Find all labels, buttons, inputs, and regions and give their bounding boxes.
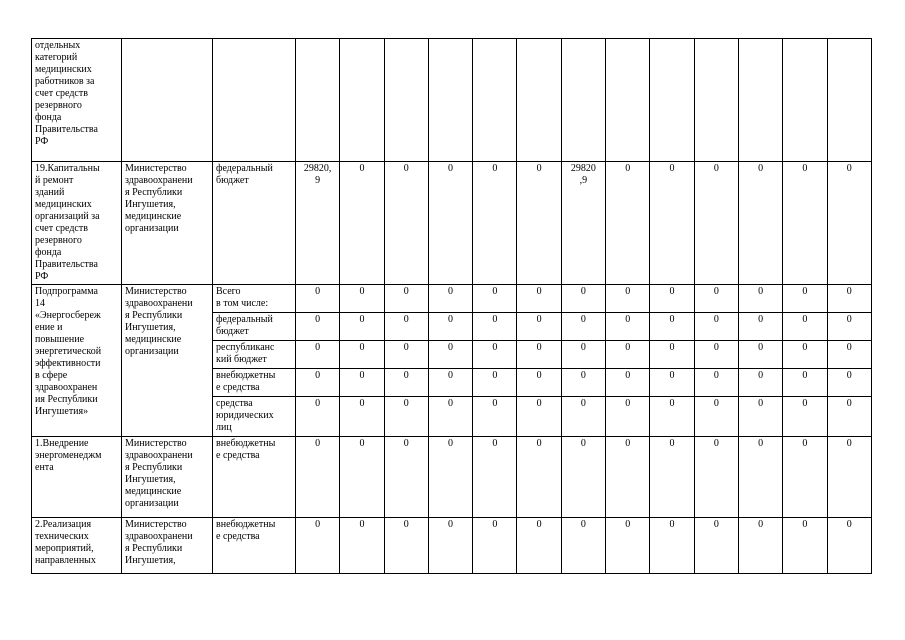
value-cell: 0 (827, 341, 871, 369)
value-cell: 0 (650, 285, 694, 313)
value-cell: 0 (606, 285, 650, 313)
executor-cell: Министерство здравоохранени я Республики Ингушетия, (122, 518, 213, 574)
value-cell: 0 (428, 518, 472, 574)
value-cell: 0 (561, 285, 605, 313)
executor-cell (122, 39, 213, 162)
value-cell: 0 (827, 313, 871, 341)
value-cell: 0 (561, 397, 605, 437)
executor-cell: Министерство здравоохранени я Республики Ингушетия, медицинские организации (122, 437, 213, 518)
value-cell: 0 (694, 437, 738, 518)
value-cell: 0 (827, 162, 871, 285)
value-cell: 0 (783, 285, 827, 313)
funding-source-cell: республиканс кий бюджет (213, 341, 296, 369)
funding-source-cell (213, 39, 296, 162)
value-cell: 0 (738, 162, 782, 285)
table-row (32, 518, 872, 574)
value-cell: 0 (340, 313, 384, 341)
value-cell: 0 (340, 341, 384, 369)
value-cell: 0 (340, 285, 384, 313)
value-cell: 0 (428, 397, 472, 437)
value-cell (738, 39, 782, 162)
value-cell: 0 (694, 369, 738, 397)
value-cell: 0 (827, 369, 871, 397)
value-cell: 0 (606, 397, 650, 437)
value-cell: 0 (606, 518, 650, 574)
value-cell: 0 (650, 397, 694, 437)
value-cell: 0 (473, 369, 517, 397)
value-cell: 0 (517, 313, 561, 341)
executor-cell: Министерство здравоохранени я Республики Ингушетия, медицинские организации (122, 162, 213, 285)
value-cell: 0 (384, 162, 428, 285)
value-cell: 0 (473, 397, 517, 437)
value-cell: 0 (561, 341, 605, 369)
value-cell: 0 (650, 518, 694, 574)
value-cell: 0 (428, 162, 472, 285)
value-cell: 0 (428, 369, 472, 397)
value-cell: 0 (606, 313, 650, 341)
value-cell (783, 39, 827, 162)
value-cell: 0 (384, 397, 428, 437)
funding-source-cell: внебюджетны е средства (213, 518, 296, 574)
value-cell: 0 (694, 162, 738, 285)
value-cell: 0 (517, 341, 561, 369)
value-cell: 0 (561, 437, 605, 518)
value-cell: 0 (296, 437, 340, 518)
value-cell: 0 (517, 369, 561, 397)
value-cell: 0 (650, 369, 694, 397)
value-cell: 0 (384, 518, 428, 574)
value-cell: 0 (650, 437, 694, 518)
value-cell: 0 (428, 313, 472, 341)
value-cell: 0 (694, 313, 738, 341)
value-cell (517, 39, 561, 162)
value-cell: 0 (296, 341, 340, 369)
value-cell: 0 (340, 162, 384, 285)
funding-source-cell: федеральный бюджет (213, 162, 296, 285)
value-cell (428, 39, 472, 162)
value-cell: 0 (606, 162, 650, 285)
value-cell: 0 (296, 285, 340, 313)
value-cell: 0 (650, 313, 694, 341)
executor-cell: Министерство здравоохранени я Республики Ингушетия, медицинские организации (122, 285, 213, 437)
value-cell: 0 (606, 437, 650, 518)
value-cell: 0 (783, 341, 827, 369)
value-cell: 0 (738, 285, 782, 313)
value-cell: 0 (296, 313, 340, 341)
value-cell: 0 (738, 313, 782, 341)
value-cell: 29820 ,9 (561, 162, 605, 285)
value-cell: 0 (384, 341, 428, 369)
value-cell: 0 (428, 341, 472, 369)
table-row (32, 437, 872, 518)
value-cell: 0 (340, 397, 384, 437)
value-cell: 0 (783, 369, 827, 397)
value-cell: 0 (783, 518, 827, 574)
value-cell: 0 (340, 437, 384, 518)
budget-table (31, 38, 872, 574)
funding-source-cell: федеральный бюджет (213, 313, 296, 341)
value-cell: 0 (384, 437, 428, 518)
value-cell: 0 (694, 341, 738, 369)
value-cell: 0 (473, 313, 517, 341)
activity-name-cell: 1.Внедрение энергоменеджм ента (32, 437, 122, 518)
value-cell: 0 (783, 162, 827, 285)
value-cell: 0 (517, 285, 561, 313)
activity-name-cell: Подпрограмма 14 «Энергосбереж ение и повышение энергетической эффективности в сфере здравоохранен ия Республики Ингушетия» (32, 285, 122, 437)
value-cell: 0 (428, 437, 472, 518)
value-cell: 0 (694, 518, 738, 574)
value-cell: 0 (517, 437, 561, 518)
value-cell (606, 39, 650, 162)
value-cell: 0 (473, 518, 517, 574)
value-cell: 0 (561, 518, 605, 574)
value-cell: 0 (340, 518, 384, 574)
value-cell: 0 (738, 341, 782, 369)
value-cell: 0 (738, 369, 782, 397)
value-cell: 0 (738, 437, 782, 518)
value-cell: 0 (738, 518, 782, 574)
value-cell: 0 (738, 397, 782, 437)
value-cell: 0 (473, 162, 517, 285)
table-row (32, 285, 872, 313)
funding-source-cell: внебюджетны е средства (213, 369, 296, 397)
activity-name-cell: отдельных категорий медицинских работников за счет средств резервного фонда Правительства РФ (32, 39, 122, 162)
value-cell: 0 (650, 162, 694, 285)
value-cell: 0 (296, 518, 340, 574)
value-cell: 0 (561, 369, 605, 397)
value-cell: 0 (473, 285, 517, 313)
value-cell: 0 (783, 313, 827, 341)
value-cell: 0 (827, 437, 871, 518)
value-cell: 0 (517, 518, 561, 574)
value-cell: 0 (694, 397, 738, 437)
value-cell: 0 (783, 437, 827, 518)
activity-name-cell: 19.Капитальны й ремонт зданий медицинских организаций за счет средств резервного фонда Правительства РФ (32, 162, 122, 285)
value-cell: 0 (473, 341, 517, 369)
value-cell: 0 (473, 437, 517, 518)
value-cell (384, 39, 428, 162)
value-cell (340, 39, 384, 162)
value-cell: 0 (517, 397, 561, 437)
value-cell (296, 39, 340, 162)
table-row (32, 162, 872, 285)
funding-source-cell: внебюджетны е средства (213, 437, 296, 518)
funding-source-cell: средства юридических лиц (213, 397, 296, 437)
value-cell (473, 39, 517, 162)
value-cell: 0 (650, 341, 694, 369)
value-cell: 0 (783, 397, 827, 437)
value-cell: 0 (827, 285, 871, 313)
value-cell: 0 (606, 369, 650, 397)
value-cell: 0 (561, 313, 605, 341)
value-cell: 0 (340, 369, 384, 397)
funding-source-cell: Всего в том числе: (213, 285, 296, 313)
value-cell: 0 (384, 369, 428, 397)
value-cell (561, 39, 605, 162)
value-cell: 0 (606, 341, 650, 369)
table-row (32, 39, 872, 162)
value-cell: 0 (694, 285, 738, 313)
activity-name-cell: 2.Реализация технических мероприятий, направленных (32, 518, 122, 574)
value-cell: 0 (827, 518, 871, 574)
value-cell: 0 (296, 369, 340, 397)
value-cell (827, 39, 871, 162)
value-cell: 29820, 9 (296, 162, 340, 285)
value-cell: 0 (428, 285, 472, 313)
value-cell: 0 (384, 313, 428, 341)
value-cell: 0 (384, 285, 428, 313)
value-cell: 0 (517, 162, 561, 285)
value-cell: 0 (296, 397, 340, 437)
value-cell: 0 (827, 397, 871, 437)
value-cell (650, 39, 694, 162)
value-cell (694, 39, 738, 162)
